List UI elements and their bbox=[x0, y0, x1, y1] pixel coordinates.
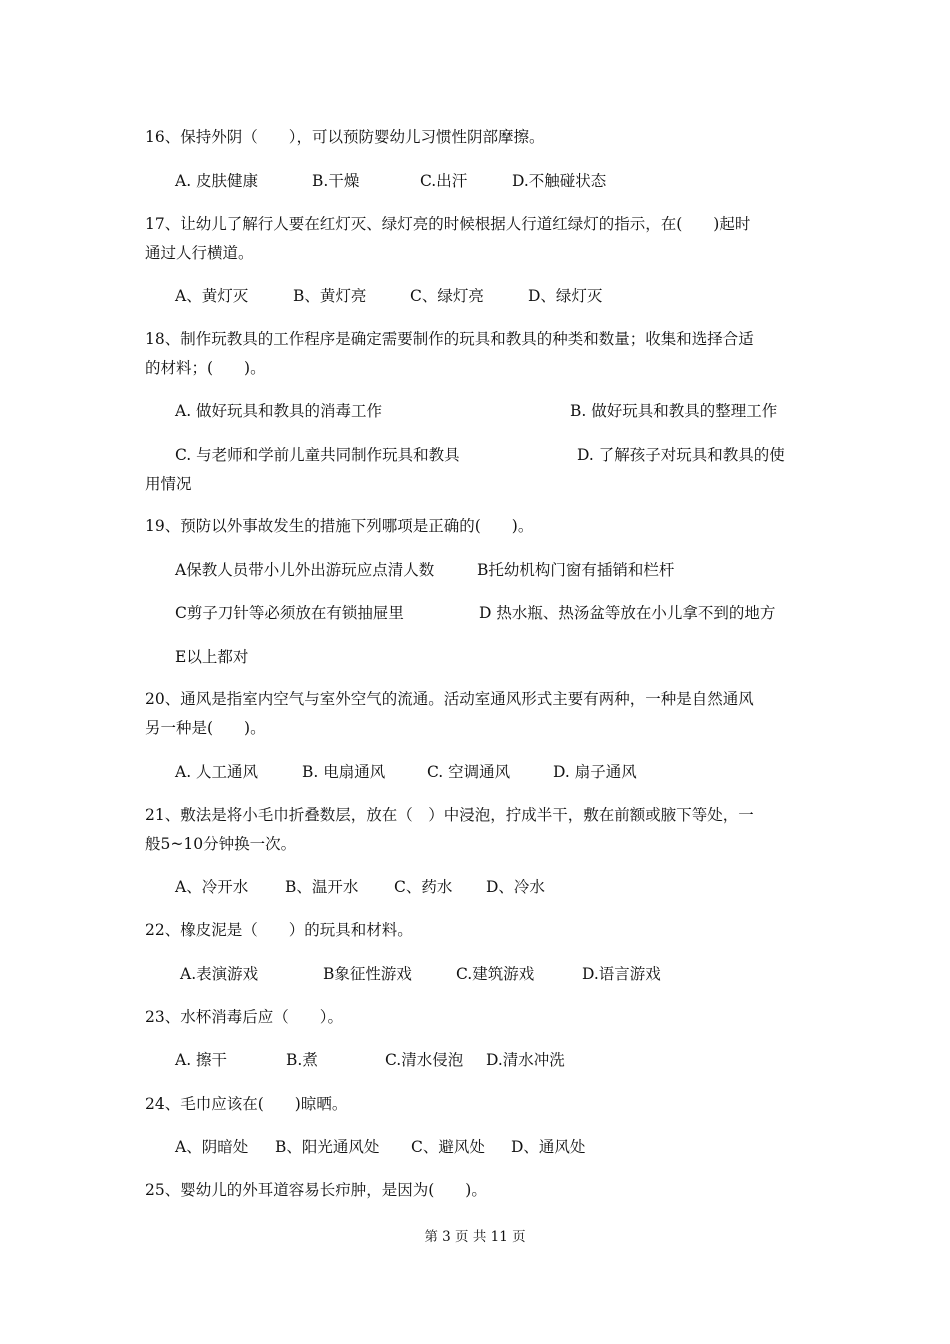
question-17-option-d: D、绿灯灭 bbox=[528, 287, 603, 305]
question-21-option-d: D、冷水 bbox=[486, 878, 545, 896]
question-20-option-d: D. 扇子通风 bbox=[553, 763, 637, 781]
question-19-option-a: A保教人员带小儿外出游玩应点清人数 bbox=[175, 561, 435, 579]
question-16-option-b: B.干燥 bbox=[312, 172, 360, 190]
question-22-text: 22、橡皮泥是（ ）的玩具和材料。 bbox=[145, 921, 413, 939]
question-20-option-a: A. 人工通风 bbox=[175, 763, 259, 781]
question-17-text-line-1: 17、让幼儿了解行人要在红灯灭、绿灯亮的时候根据人行道红绿灯的指示，在( )起时 bbox=[145, 215, 751, 233]
question-18-text-line-2: 的材料；( )。 bbox=[145, 359, 266, 377]
question-24-option-c: C、避风处 bbox=[411, 1138, 485, 1156]
question-18-option-c: C. 与老师和学前儿童共同制作玩具和教具 bbox=[175, 446, 460, 464]
question-23-option-b: B.煮 bbox=[286, 1051, 318, 1069]
question-18-option-b: B. 做好玩具和教具的整理工作 bbox=[570, 402, 778, 420]
question-21-text-line-1: 21、敷法是将小毛巾折叠数层，放在（ ）中浸泡，拧成半干，敷在前额或腋下等处，一 bbox=[145, 806, 754, 824]
question-16-option-c: C.出汗 bbox=[420, 172, 468, 190]
question-20-option-c: C. 空调通风 bbox=[427, 763, 511, 781]
question-19-text: 19、预防以外事故发生的措施下列哪项是正确的( )。 bbox=[145, 517, 534, 535]
question-16-option-d: D.不触碰状态 bbox=[512, 172, 607, 190]
question-23-option-a: A. 擦干 bbox=[175, 1051, 228, 1069]
question-21-option-b: B、温开水 bbox=[285, 878, 359, 896]
question-23-option-c: C.清水侵泡 bbox=[385, 1051, 464, 1069]
question-16-text: 16、保持外阴（ ），可以预防婴幼儿习惯性阴部摩擦。 bbox=[145, 128, 545, 146]
page-number-footer: 第 3 页 共 11 页 bbox=[424, 1229, 526, 1245]
question-20-option-b: B. 电扇通风 bbox=[302, 763, 386, 781]
question-21-option-a: A、冷开水 bbox=[175, 878, 249, 896]
question-21-text-line-2: 般5~10分钟换一次。 bbox=[145, 835, 297, 853]
question-20-text-line-2: 另一种是( )。 bbox=[145, 719, 266, 737]
question-17-option-b: B、黄灯亮 bbox=[293, 287, 367, 305]
question-22-option-b: B象征性游戏 bbox=[323, 965, 412, 983]
question-19-option-c: C剪子刀针等必须放在有锁抽屉里 bbox=[175, 604, 404, 622]
question-23-option-d: D.清水冲洗 bbox=[486, 1051, 565, 1069]
question-22-option-c: C.建筑游戏 bbox=[456, 965, 535, 983]
question-23-text: 23、水杯消毒后应（ ）。 bbox=[145, 1008, 343, 1026]
question-18-option-d: D. 了解孩子对玩具和教具的使 bbox=[577, 446, 785, 464]
question-17-option-c: C、绿灯亮 bbox=[410, 287, 484, 305]
question-22-option-a: A.表演游戏 bbox=[180, 965, 259, 983]
question-19-option-b: B托幼机构门窗有插销和栏杆 bbox=[477, 561, 675, 579]
question-24-option-d: D、通风处 bbox=[511, 1138, 586, 1156]
question-24-option-a: A、阴暗处 bbox=[175, 1138, 249, 1156]
question-21-option-c: C、药水 bbox=[394, 878, 453, 896]
question-20-text-line-1: 20、通风是指室内空气与室外空气的流通。活动室通风形式主要有两种，一种是自然通风 bbox=[145, 690, 754, 708]
question-25-text: 25、婴幼儿的外耳道容易长疖肿，是因为( )。 bbox=[145, 1181, 487, 1199]
question-18-text-line-1: 18、制作玩教具的工作程序是确定需要制作的玩具和教具的种类和数量；收集和选择合适 bbox=[145, 330, 754, 348]
question-22-option-d: D.语言游戏 bbox=[582, 965, 661, 983]
question-24-option-b: B、阳光通风处 bbox=[275, 1138, 380, 1156]
question-17-option-a: A、黄灯灭 bbox=[175, 287, 249, 305]
question-17-text-line-2: 通过人行横道。 bbox=[145, 244, 254, 262]
question-18-option-d-continued: 用情况 bbox=[145, 475, 192, 493]
question-19-option-d: D 热水瓶、热汤盆等放在小儿拿不到的地方 bbox=[479, 604, 776, 622]
question-18-option-a: A. 做好玩具和教具的消毒工作 bbox=[175, 402, 383, 420]
question-19-option-e: E以上都对 bbox=[175, 648, 249, 666]
question-16-option-a: A. 皮肤健康 bbox=[175, 172, 259, 190]
question-24-text: 24、毛巾应该在( )晾晒。 bbox=[145, 1095, 348, 1113]
